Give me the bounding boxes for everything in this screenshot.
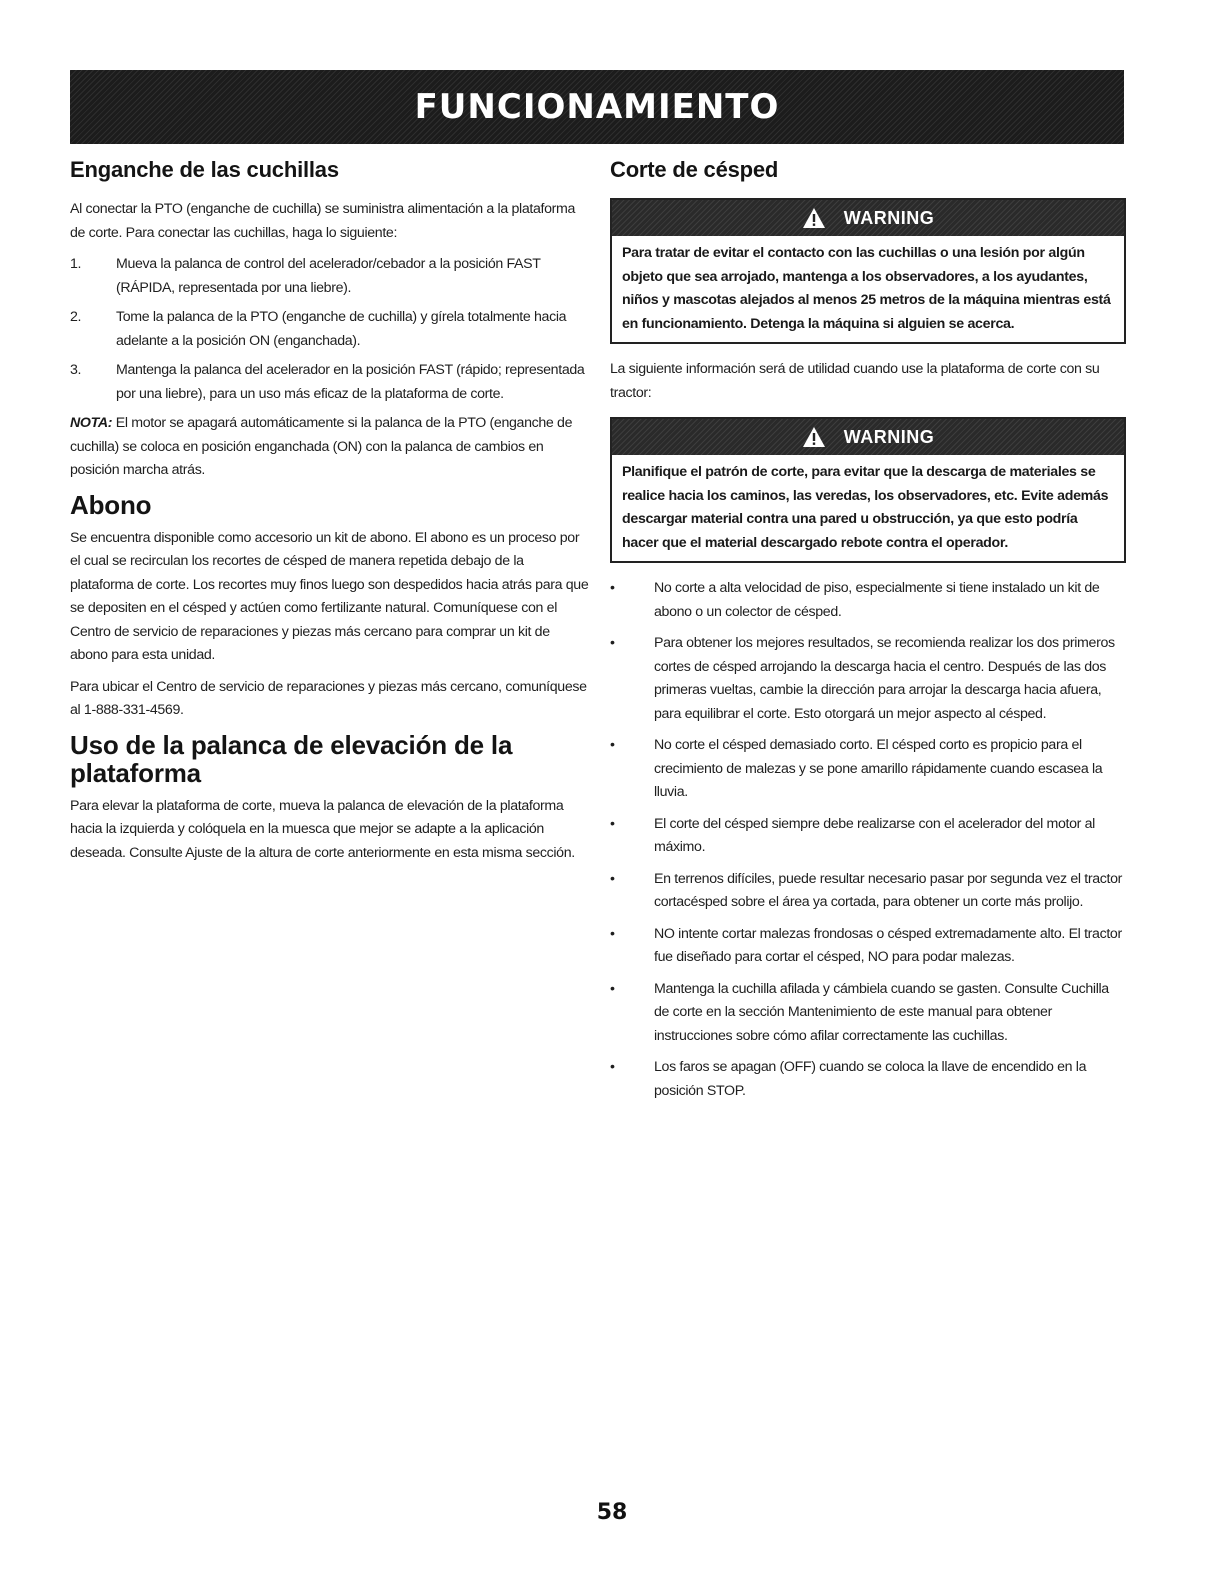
page-number: 58 [596,1500,628,1525]
abono-paragraph-1: Se encuentra disponible como accesorio un kit de abono. El abono es un proceso por el cual se recirculan los recortes de césped de manera repetida debajo de la plataforma de corte. Los recortes muy finos luego son despedidos hacia atrás para que se depositen en el césped y actúen como fertilizante natural. Comuníquese con el Centro de servicio de reparaciones y piezas más cercano para comprar un kit de abono para esta unidad. [70,529,589,663]
list-item [610,577,1126,624]
enganche-note [70,412,590,483]
corte-intro: La siguiente información será de utilidad cuando use la plataforma de corte con su tractor: [610,361,1100,401]
enganche-steps [70,253,590,406]
warning-box-1 [610,198,1126,344]
list-item [610,813,1126,860]
note-text: El motor se apagará automáticamente si la palanca de la PTO (enganche de cuchilla) se coloca en posición enganchada (ON) con la palanca de cambios en posición marcha atrás. [70,415,573,478]
bullet-text: No corte el césped demasiado corto. El césped corto es propicio para el crecimiento de malezas y se pone amarillo rápidamente cuando escasea la lluvia. [654,737,1103,800]
bullet-icon: • [610,815,615,832]
warning-triangle-icon [802,426,826,448]
list-item [610,978,1126,1049]
bullet-icon: • [610,580,615,596]
enganche-intro: Al conectar la PTO (enganche de cuchilla) se suministra alimentación a la plataforma de corte. Para conectar las cuchillas, haga lo siguiente: [70,201,576,241]
warning-label: WARNING [843,207,935,228]
mowing-tips-list [610,577,1126,1103]
step-text: Mueva la palanca de control del acelerador/cebador a la posición FAST (RÁPIDA, representada por una liebre). [116,256,541,296]
warning-header [612,200,1124,236]
right-column [610,156,1126,1111]
list-item [610,1056,1126,1103]
banner-title: FUNCIONAMIENTO [414,87,780,127]
bullet-icon: • [610,635,615,651]
note-label: NOTA: [70,415,113,431]
list-item [610,868,1126,915]
bullet-icon: • [610,737,615,753]
heading-abono: Abono [70,489,152,520]
bullet-text: No corte a alta velocidad de piso, especialmente si tiene instalado un kit de abono o un colector de césped. [654,580,1100,620]
section-banner [70,70,1124,144]
step-number: 2. [70,309,82,325]
warning-text: Para tratar de evitar el contacto con las cuchillas o una lesión por algún objeto que sea arrojado, mantenga a los observadores, a los ayudantes, niños y mascotas alejados al menos 25 metros de la máquina mientras está en funcionamiento. Detenga la máquina si alguien se acerca. [622,245,1111,332]
warning-label: WARNING [843,426,935,447]
palanca-paragraph: Para elevar la plataforma de corte, mueva la palanca de elevación de la plataforma hacia la izquierda y colóquela en la muesca que mejor se adapte a la aplicación deseada. Consulte Ajuste de la altura de corte anteriormente en esta misma sección. [70,797,575,861]
bullet-icon: • [610,980,615,997]
heading-enganche: Enganche de las cuchillas [70,157,339,182]
list-item [70,306,590,353]
bullet-text: En terrenos difíciles, puede resultar necesario pasar por segunda vez el tractor cortacésped sobre el área ya cortada, para obtener un corte más prolijo. [654,870,1123,910]
heading-corte: Corte de césped [610,157,779,182]
bullet-text: NO intente cortar malezas frondosas o césped extremadamente alto. El tractor fue diseñado para cortar el césped, NO para podar malezas. [654,925,1122,965]
list-item [610,734,1126,805]
warning-header [612,419,1124,455]
warning-text: Planifique el patrón de corte, para evitar que la descarga de materiales se realice hacia los caminos, las veredas, los observadores, etc. Evite además descargar material contra una pared u obstrucción, ya que esto podría hacer que el material descargado rebote contra el operador. [622,464,1109,551]
bullet-text: Para obtener los mejores resultados, se recomienda realizar los dos primeros cortes de césped arrojando la descarga hacia el centro. Después de las dos primeras vueltas, cambie la dirección para arrojar la descarga hacia afuera, para equilibrar el corte. Esto otorgará un mejor aspecto al césped. [654,635,1115,722]
bullet-text: Mantenga la cuchilla afilada y cámbiela cuando se gasten. Consulte Cuchilla de corte en la sección Mantenimiento de este manual para obtener instrucciones sobre cómo afilar correctamente las cuchillas. [654,980,1109,1044]
left-column [70,156,590,873]
bullet-icon: • [610,870,615,887]
list-item [610,923,1126,970]
bullet-text: El corte del césped siempre debe realizarse con el acelerador del motor al máximo. [654,815,1095,855]
warning-triangle-icon [802,207,826,229]
bullet-text: Los faros se apagan (OFF) cuando se coloca la llave de encendido en la posición STOP. [654,1059,1087,1099]
list-item [70,253,590,300]
step-text: Mantenga la palanca del acelerador en la posición FAST (rápido; representada por una liebre), para un uso más eficaz de la plataforma de corte. [116,362,585,402]
step-number: 1. [70,256,82,272]
warning-box-2 [610,417,1126,563]
list-item [610,632,1126,726]
step-number: 3. [70,362,82,378]
bullet-icon: • [610,1059,615,1075]
list-item [70,359,590,406]
bullet-icon: • [610,925,615,942]
step-text: Tome la palanca de la PTO (enganche de cuchilla) y gírela totalmente hacia adelante a la posición ON (enganchada). [116,309,567,349]
abono-paragraph-2: Para ubicar el Centro de servicio de reparaciones y piezas más cercano, comuníquese al 1-888-331-4569. [70,678,587,718]
heading-palanca: Uso de la palanca de elevación de la plataforma [70,729,513,788]
